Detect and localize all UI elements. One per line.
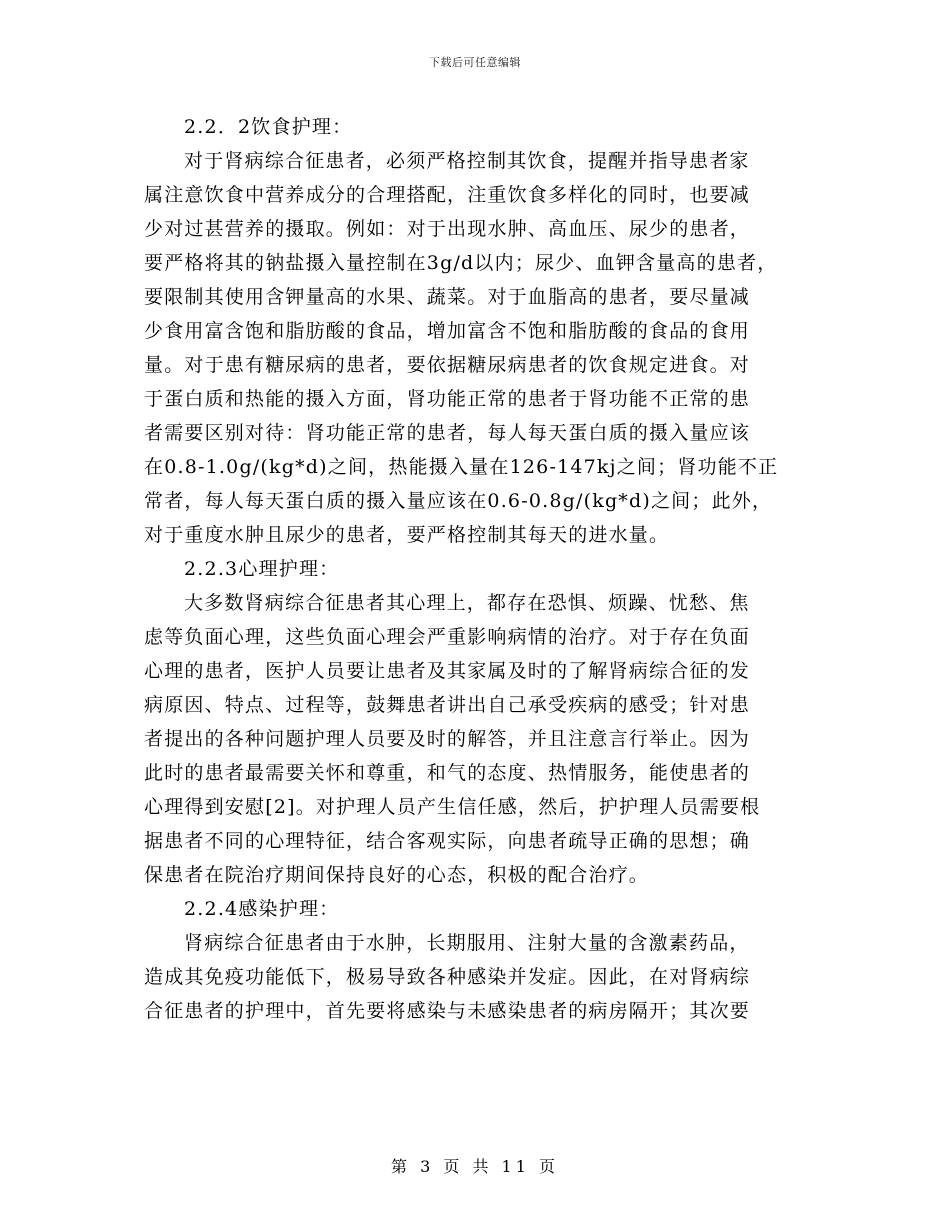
text-line: 病原因、特点、过程等，鼓舞患者讲出自己承受疾病的感受；针对患 <box>144 694 751 716</box>
text-line: 合征患者的护理中，首先要将感染与未感染患者的病房隔开；其次要 <box>144 1000 751 1022</box>
text-line: 虑等负面心理，这些负面心理会严重影响病情的治疗。对于存在负面 <box>144 626 751 648</box>
text-line: 心理得到安慰[2]。对护理人员产生信任感，然后，护护理人员需要根 <box>144 796 761 818</box>
text-line: 于蛋白质和热能的摄入方面，肾功能正常的患者于肾功能不正常的患 <box>144 388 751 410</box>
text-line: 大多数肾病综合征患者其心理上，都存在恐惧、烦躁、忧愁、焦 <box>184 592 750 614</box>
text-line: 在0.8-1.0g/(kg*d)之间，热能摄入量在126-147kj之间；肾功能不正 <box>144 456 779 478</box>
text-line: 保患者在院治疗期间保持良好的心态，积极的配合治疗。 <box>144 864 650 886</box>
text-line: 者需要区别对待：肾功能正常的患者，每人每天蛋白质的摄入量应该 <box>144 422 751 444</box>
text-line: 要严格将其的钠盐摄入量控制在3g/d以内；尿少、血钾含量高的患者， <box>144 252 778 274</box>
text-line: 肾病综合征患者由于水肿，长期服用、注射大量的含激素药品， <box>184 932 750 954</box>
page-header: 下载后可任意编辑 <box>429 56 521 69</box>
text-line: 属注意饮食中营养成分的合理搭配，注重饮食多样化的同时，也要减 <box>144 184 751 206</box>
text-line: 2.2.4感染护理： <box>184 898 340 920</box>
text-line: 此时的患者最需要关怀和尊重，和气的态度、热情服务，能使患者的 <box>144 762 751 784</box>
text-line: 2.2．2饮食护理： <box>184 116 353 138</box>
text-line: 心理的患者，医护人员要让患者及其家属及时的了解肾病综合征的发 <box>144 660 751 682</box>
page-footer: 第 3 页 共 11 页 <box>391 1157 559 1176</box>
text-line: 常者，每人每天蛋白质的摄入量应该在0.6-0.8g/(kg*d)之间；此外， <box>144 490 773 512</box>
text-line: 少对过甚营养的摄取。例如：对于出现水肿、高血压、尿少的患者， <box>144 218 751 240</box>
text-line: 者提出的各种问题护理人员要及时的解答，并且注意言行举止。因为 <box>144 728 751 750</box>
text-line: 要限制其使用含钾量高的水果、蔬菜。对于血脂高的患者，要尽量减 <box>144 286 751 308</box>
text-line: 造成其免疫功能低下，极易导致各种感染并发症。因此，在对肾病综 <box>144 966 751 988</box>
document-body <box>144 110 814 1028</box>
text-line: 少食用富含饱和脂肪酸的食品，增加富含不饱和脂肪酸的食品的食用 <box>144 320 751 342</box>
text-line: 量。对于患有糖尿病的患者，要依据糖尿病患者的饮食规定进食。对 <box>144 354 751 376</box>
text-line: 对于肾病综合征患者，必须严格控制其饮食，提醒并指导患者家 <box>184 150 750 172</box>
text-line: 2.2.3心理护理： <box>184 558 340 580</box>
text-line: 据患者不同的心理特征，结合客观实际，向患者疏导正确的思想；确 <box>144 830 751 852</box>
text-line: 对于重度水肿且尿少的患者，要严格控制其每天的进水量。 <box>144 524 670 546</box>
